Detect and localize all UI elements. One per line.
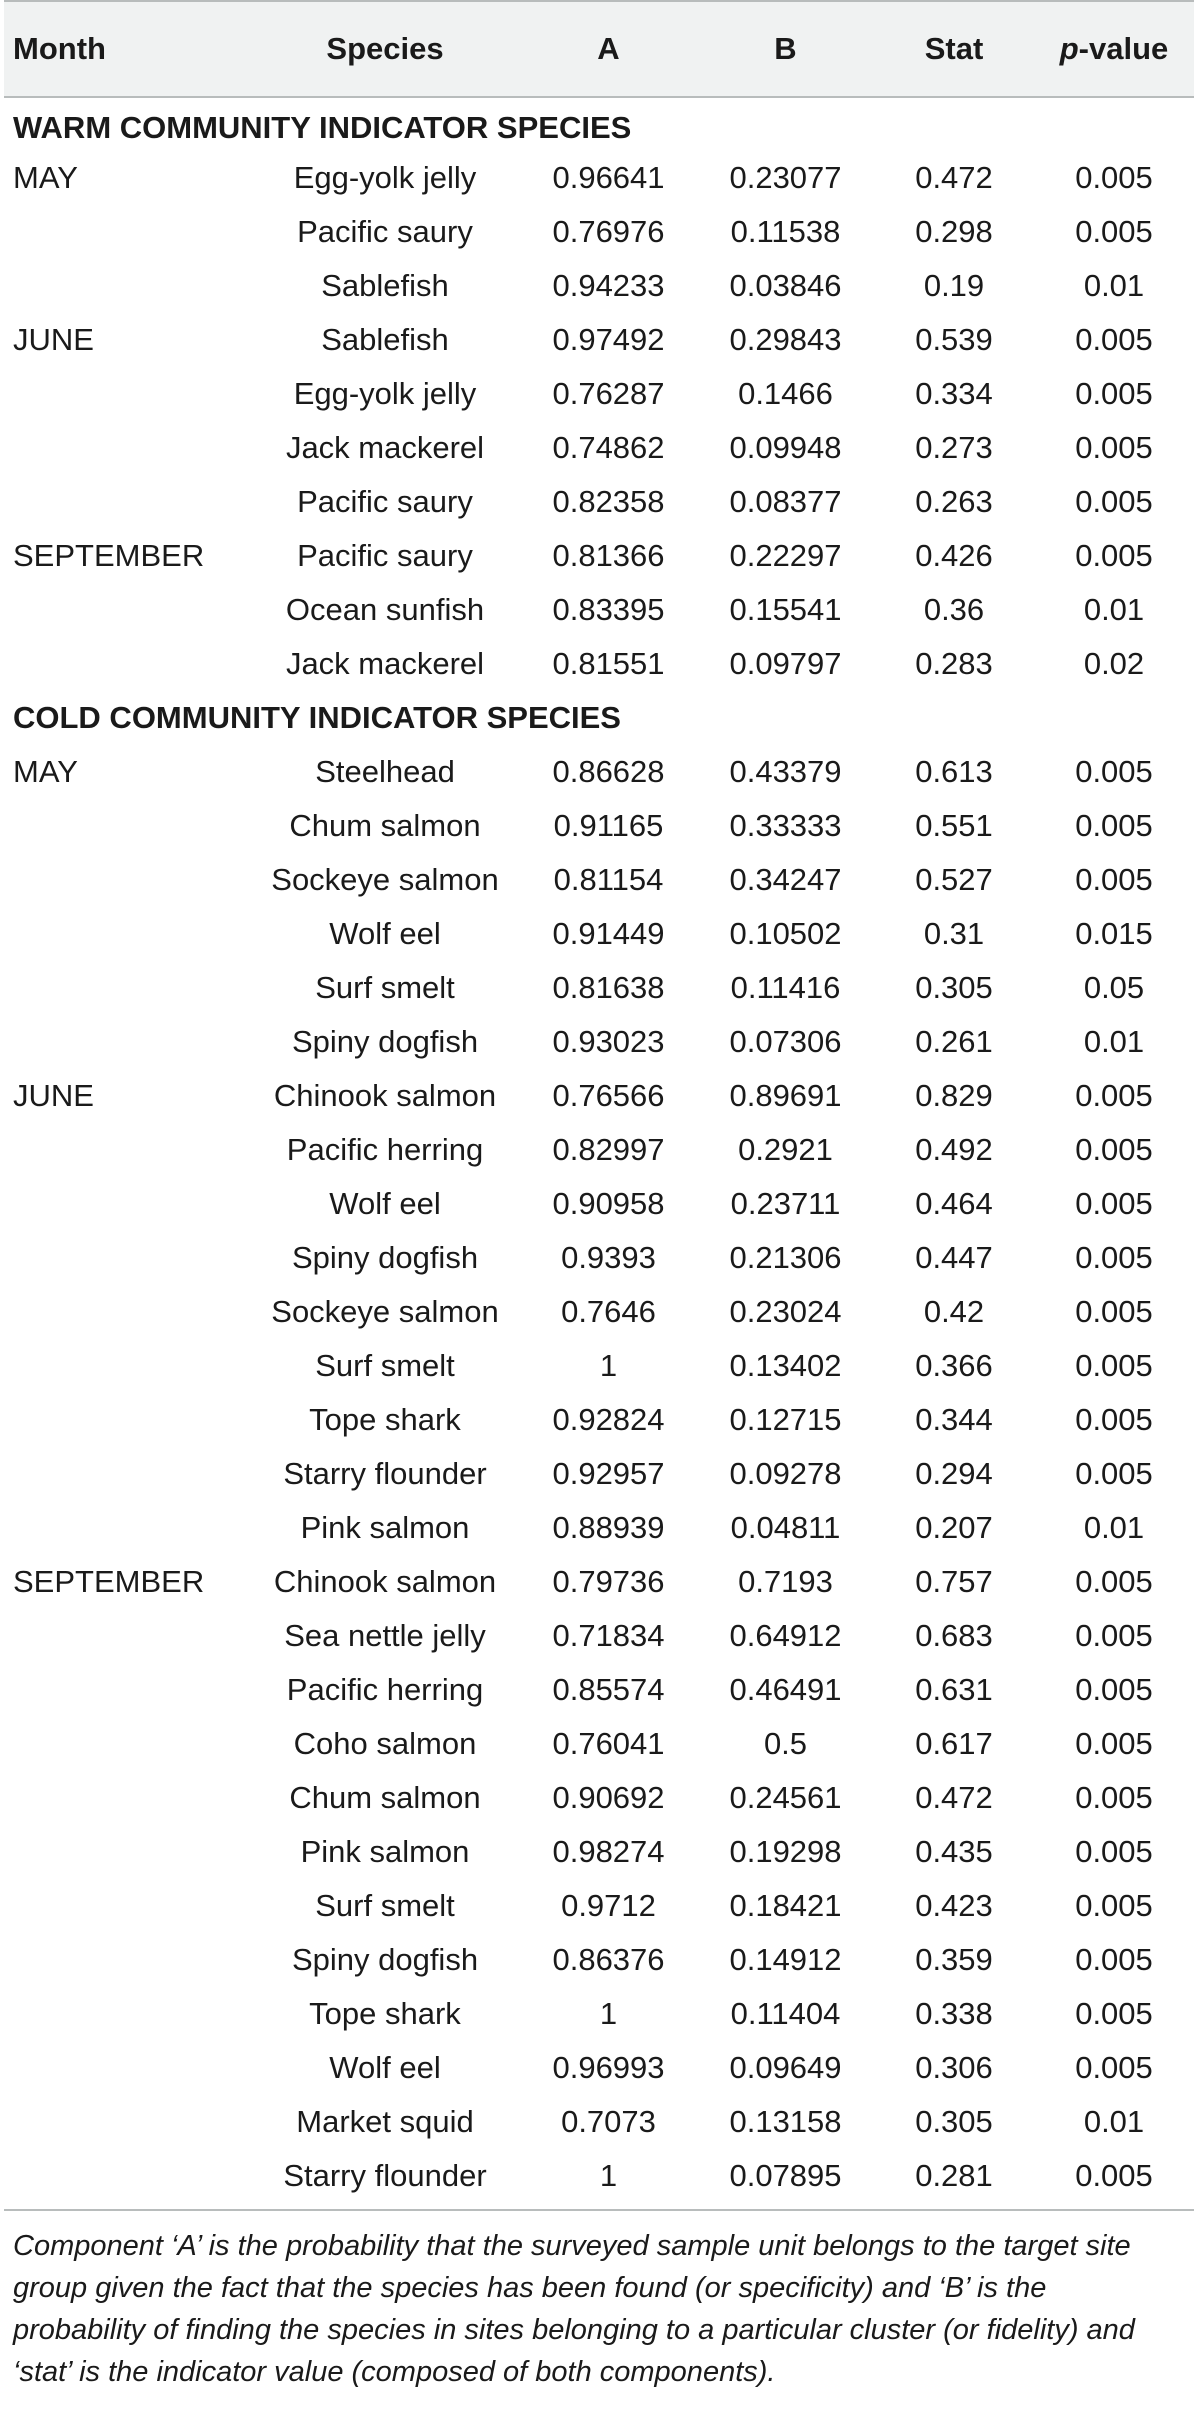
species-cell: Jack mackerel	[285, 430, 485, 465]
a-value-cell: 0.98274	[552, 1834, 665, 1869]
a-value-cell: 0.81154	[553, 862, 664, 897]
pvalue-cell: 0.005	[1075, 1294, 1153, 1329]
month-cell	[4, 2041, 250, 2095]
a-value-cell: 0.79736	[552, 1564, 665, 1599]
month-cell	[4, 259, 250, 313]
a-value-cell: 0.92824	[552, 1402, 665, 1437]
table-row	[4, 205, 1194, 259]
b-value-cell: 0.29843	[729, 322, 842, 357]
stat-value-cell: 0.426	[915, 538, 993, 573]
pvalue-cell: 0.005	[1075, 808, 1153, 843]
table-row	[4, 1231, 1194, 1285]
b-value-cell: 0.21306	[729, 1240, 842, 1275]
pvalue-cell: 0.005	[1075, 1186, 1153, 1221]
b-value-cell: 0.7193	[738, 1564, 833, 1599]
b-value-cell: 0.09649	[729, 2050, 842, 2085]
a-value-cell: 0.91449	[552, 916, 665, 951]
b-value-cell: 0.09278	[729, 1456, 842, 1491]
pvalue-cell: 0.005	[1075, 2050, 1153, 2085]
pvalue-cell: 0.005	[1075, 1672, 1153, 1707]
b-value-cell: 0.11404	[730, 1996, 841, 2031]
pvalue-cell: 0.05	[1083, 970, 1145, 1005]
b-value-cell: 0.33333	[729, 808, 842, 843]
a-value-cell: 0.74862	[552, 430, 665, 465]
stat-value-cell: 0.338	[915, 1996, 993, 2031]
b-value-cell: 0.89691	[729, 1078, 842, 1113]
a-value-cell: 0.90958	[552, 1186, 665, 1221]
pvalue-cell: 0.005	[1075, 1834, 1153, 1869]
species-cell: Starry flounder	[283, 2158, 487, 2193]
month-cell: JUNE	[13, 1078, 94, 1113]
pvalue-cell: 0.005	[1075, 1348, 1153, 1383]
table-row	[4, 1501, 1194, 1555]
table-row	[4, 151, 1194, 205]
stat-value-cell: 0.261	[915, 1024, 993, 1059]
a-value-cell: 0.92957	[552, 1456, 665, 1491]
a-value-cell: 0.91165	[553, 808, 664, 843]
species-cell: Sablefish	[321, 322, 449, 357]
column-header-month: Month	[4, 1, 250, 97]
month-cell: MAY	[13, 754, 78, 789]
pvalue-cell: 0.005	[1075, 1888, 1153, 1923]
month-cell	[4, 2095, 250, 2149]
pvalue-cell: 0.005	[1075, 1780, 1153, 1815]
pvalue-cell: 0.005	[1075, 1996, 1153, 2031]
pvalue-cell: 0.005	[1075, 160, 1153, 195]
month-cell	[4, 799, 250, 853]
indicator-species-table	[4, 0, 1194, 2203]
b-value-cell: 0.18421	[729, 1888, 842, 1923]
table-row	[4, 1447, 1194, 1501]
stat-value-cell: 0.472	[915, 160, 993, 195]
stat-value-cell: 0.539	[915, 322, 993, 357]
species-cell: Market squid	[296, 2104, 474, 2139]
b-value-cell: 0.43379	[729, 754, 842, 789]
stat-value-cell: 0.617	[915, 1726, 993, 1761]
table-row	[4, 1717, 1194, 1771]
species-cell: Starry flounder	[283, 1456, 487, 1491]
section-title: WARM COMMUNITY INDICATOR SPECIES	[13, 109, 632, 145]
species-cell: Pacific herring	[286, 1672, 484, 1707]
table-row	[4, 529, 1194, 583]
species-cell: Pink salmon	[300, 1510, 470, 1545]
species-cell: Sockeye salmon	[271, 862, 499, 897]
month-cell: JUNE	[13, 322, 94, 357]
month-cell	[4, 1339, 250, 1393]
a-value-cell: 0.82358	[552, 484, 665, 519]
pvalue-cell: 0.005	[1075, 1240, 1153, 1275]
column-header-a: A	[520, 1, 697, 97]
stat-value-cell: 0.551	[915, 808, 993, 843]
pvalue-cell: 0.005	[1075, 754, 1153, 789]
month-cell	[4, 961, 250, 1015]
month-cell: MAY	[13, 160, 78, 195]
a-value-cell: 0.71834	[552, 1618, 665, 1653]
table-body	[4, 97, 1194, 2203]
b-value-cell: 0.46491	[729, 1672, 842, 1707]
stat-value-cell: 0.306	[915, 2050, 993, 2085]
stat-value-cell: 0.42	[923, 1294, 985, 1329]
species-cell: Tope shark	[309, 1402, 461, 1437]
pvalue-cell: 0.005	[1075, 1726, 1153, 1761]
pvalue-cell: 0.005	[1075, 2158, 1153, 2193]
species-cell: Jack mackerel	[285, 646, 485, 681]
b-value-cell: 0.10502	[729, 916, 842, 951]
species-cell: Egg-yolk jelly	[293, 376, 477, 411]
month-cell	[4, 1231, 250, 1285]
pvalue-cell: 0.005	[1075, 862, 1153, 897]
table-row	[4, 2149, 1194, 2203]
species-cell: Wolf eel	[329, 1186, 441, 1221]
species-cell: Chinook salmon	[273, 1564, 497, 1599]
species-cell: Pink salmon	[300, 1834, 470, 1869]
stat-value-cell: 0.283	[915, 646, 993, 681]
b-value-cell: 0.12715	[729, 1402, 842, 1437]
section-title: COLD COMMUNITY INDICATOR SPECIES	[13, 700, 621, 735]
pvalue-cell: 0.005	[1075, 430, 1153, 465]
stat-value-cell: 0.447	[915, 1240, 993, 1275]
table-row	[4, 1609, 1194, 1663]
species-cell: Pacific herring	[286, 1132, 484, 1167]
pvalue-italic-p: p	[1059, 31, 1079, 66]
species-cell: Surf smelt	[315, 1888, 455, 1923]
species-cell: Tope shark	[309, 1996, 461, 2031]
stat-value-cell: 0.207	[915, 1510, 993, 1545]
month-cell: SEPTEMBER	[13, 538, 205, 573]
month-cell	[4, 853, 250, 907]
a-value-cell: 0.76566	[552, 1078, 665, 1113]
species-cell: Surf smelt	[315, 1348, 455, 1383]
a-value-cell: 1	[599, 2158, 618, 2193]
species-cell: Coho salmon	[293, 1726, 477, 1761]
month-cell	[4, 1609, 250, 1663]
species-cell: Egg-yolk jelly	[293, 160, 477, 195]
pvalue-cell: 0.015	[1075, 916, 1153, 951]
a-value-cell: 0.86376	[552, 1942, 665, 1977]
stat-value-cell: 0.464	[915, 1186, 993, 1221]
pvalue-cell: 0.005	[1075, 376, 1153, 411]
b-value-cell: 0.11416	[730, 970, 841, 1005]
section-header-row	[4, 97, 1194, 151]
species-cell: Chum salmon	[289, 808, 481, 843]
table-footnote: Component ‘A’ is the probability that the surveyed sample unit belongs to the target site group given the fact that the species has been found (or specificity) and ‘B’ is the probability of finding the species in sites belonging to a particular cluster (or fidelity) and ‘stat’ is the indicator value (composed of both components).	[4, 2209, 1194, 2393]
b-value-cell: 0.13402	[729, 1348, 842, 1383]
table-row	[4, 583, 1194, 637]
stat-value-cell: 0.472	[915, 1780, 993, 1815]
table-row	[4, 1339, 1194, 1393]
pvalue-cell: 0.005	[1075, 322, 1153, 357]
month-cell	[4, 1015, 250, 1069]
table-row	[4, 799, 1194, 853]
a-value-cell: 0.88939	[552, 1510, 665, 1545]
month-cell	[4, 1501, 250, 1555]
a-value-cell: 0.97492	[552, 322, 665, 357]
pvalue-cell: 0.005	[1075, 214, 1153, 249]
a-value-cell: 0.94233	[552, 268, 665, 303]
table-row	[4, 313, 1194, 367]
a-value-cell: 0.76287	[552, 376, 665, 411]
species-cell: Ocean sunfish	[285, 592, 485, 627]
table-row	[4, 1933, 1194, 1987]
stat-value-cell: 0.19	[923, 268, 985, 303]
b-value-cell: 0.23024	[729, 1294, 842, 1329]
month-cell	[4, 205, 250, 259]
month-cell	[4, 1447, 250, 1501]
species-cell: Sablefish	[321, 268, 449, 303]
column-header-species: Species	[250, 1, 520, 97]
month-cell	[4, 1987, 250, 2041]
table-row	[4, 1123, 1194, 1177]
stat-value-cell: 0.492	[915, 1132, 993, 1167]
table-row	[4, 853, 1194, 907]
species-cell: Chum salmon	[289, 1780, 481, 1815]
a-value-cell: 0.7073	[561, 2104, 656, 2139]
stat-value-cell: 0.281	[915, 2158, 993, 2193]
a-value-cell: 0.9393	[561, 1240, 656, 1275]
b-value-cell: 0.19298	[729, 1834, 842, 1869]
pvalue-cell: 0.005	[1075, 538, 1153, 573]
species-cell: Pacific saury	[297, 214, 473, 249]
b-value-cell: 0.07895	[729, 2158, 842, 2193]
table-row	[4, 1771, 1194, 1825]
pvalue-cell: 0.01	[1083, 592, 1145, 627]
b-value-cell: 0.07306	[729, 1024, 842, 1059]
section-header-row	[4, 691, 1194, 745]
a-value-cell: 0.82997	[552, 1132, 665, 1167]
stat-value-cell: 0.298	[915, 214, 993, 249]
stat-value-cell: 0.294	[915, 1456, 993, 1491]
month-cell	[4, 1663, 250, 1717]
pvalue-cell: 0.01	[1083, 268, 1145, 303]
pvalue-cell: 0.005	[1075, 1402, 1153, 1437]
pvalue-cell: 0.005	[1075, 1942, 1153, 1977]
b-value-cell: 0.11538	[730, 214, 841, 249]
b-value-cell: 0.08377	[729, 484, 842, 519]
species-cell: Sockeye salmon	[271, 1294, 499, 1329]
b-value-cell: 0.03846	[729, 268, 842, 303]
table-row	[4, 745, 1194, 799]
pvalue-cell: 0.005	[1075, 1618, 1153, 1653]
a-value-cell: 0.76041	[552, 1726, 665, 1761]
month-cell	[4, 1393, 250, 1447]
a-value-cell: 0.96641	[552, 160, 665, 195]
a-value-cell: 0.7646	[561, 1294, 656, 1329]
species-cell: Pacific saury	[297, 484, 473, 519]
table-row	[4, 1069, 1194, 1123]
pvalue-cell: 0.005	[1075, 1456, 1153, 1491]
b-value-cell: 0.1466	[738, 376, 833, 411]
stat-value-cell: 0.31	[923, 916, 985, 951]
header-row	[4, 1, 1194, 97]
a-value-cell: 0.81366	[552, 538, 665, 573]
table-row	[4, 1987, 1194, 2041]
column-header-b: B	[697, 1, 874, 97]
table-row	[4, 421, 1194, 475]
table-row	[4, 907, 1194, 961]
month-cell: SEPTEMBER	[13, 1564, 205, 1599]
a-value-cell: 1	[599, 1996, 618, 2031]
stat-value-cell: 0.757	[915, 1564, 993, 1599]
column-header-stat: Stat	[874, 1, 1034, 97]
indicator-species-table-container	[4, 0, 1194, 2393]
column-header-pvalue	[1034, 1, 1194, 97]
pvalue-cell: 0.02	[1083, 646, 1145, 681]
table-row	[4, 2095, 1194, 2149]
a-value-cell: 0.96993	[552, 2050, 665, 2085]
species-cell: Wolf eel	[329, 916, 441, 951]
pvalue-cell: 0.005	[1075, 1078, 1153, 1113]
a-value-cell: 0.86628	[552, 754, 665, 789]
stat-value-cell: 0.334	[915, 376, 993, 411]
month-cell	[4, 583, 250, 637]
table-row	[4, 475, 1194, 529]
stat-value-cell: 0.683	[915, 1618, 993, 1653]
species-cell: Sea nettle jelly	[284, 1618, 486, 1653]
species-cell: Steelhead	[315, 754, 455, 789]
table-row	[4, 1015, 1194, 1069]
species-cell: Chinook salmon	[273, 1078, 497, 1113]
b-value-cell: 0.23711	[730, 1186, 841, 1221]
a-value-cell: 0.83395	[552, 592, 665, 627]
month-cell	[4, 637, 250, 691]
stat-value-cell: 0.305	[915, 2104, 993, 2139]
month-cell	[4, 1879, 250, 1933]
b-value-cell: 0.22297	[729, 538, 842, 573]
b-value-cell: 0.2921	[738, 1132, 833, 1167]
stat-value-cell: 0.613	[915, 754, 993, 789]
b-value-cell: 0.09797	[729, 646, 842, 681]
species-cell: Spiny dogfish	[291, 1942, 479, 1977]
b-value-cell: 0.23077	[729, 160, 842, 195]
pvalue-cell: 0.01	[1083, 1024, 1145, 1059]
table-row	[4, 259, 1194, 313]
table-row	[4, 2041, 1194, 2095]
pvalue-cell: 0.01	[1083, 1510, 1145, 1545]
b-value-cell: 0.13158	[729, 2104, 842, 2139]
month-cell	[4, 1771, 250, 1825]
b-value-cell: 0.14912	[729, 1942, 842, 1977]
a-value-cell: 0.81551	[552, 646, 665, 681]
species-cell: Pacific saury	[297, 538, 473, 573]
a-value-cell: 0.76976	[552, 214, 665, 249]
table-row	[4, 1879, 1194, 1933]
month-cell	[4, 367, 250, 421]
table-row	[4, 1285, 1194, 1339]
table-row	[4, 1177, 1194, 1231]
stat-value-cell: 0.344	[915, 1402, 993, 1437]
a-value-cell: 0.90692	[552, 1780, 665, 1815]
b-value-cell: 0.5	[763, 1726, 808, 1761]
month-cell	[4, 2149, 250, 2203]
pvalue-cell: 0.01	[1083, 2104, 1145, 2139]
b-value-cell: 0.34247	[729, 862, 842, 897]
species-cell: Surf smelt	[315, 970, 455, 1005]
pvalue-cell: 0.005	[1075, 1564, 1153, 1599]
pvalue-cell: 0.005	[1075, 484, 1153, 519]
stat-value-cell: 0.423	[915, 1888, 993, 1923]
b-value-cell: 0.04811	[730, 1510, 841, 1545]
table-row	[4, 367, 1194, 421]
stat-value-cell: 0.366	[915, 1348, 993, 1383]
a-value-cell: 0.81638	[552, 970, 665, 1005]
species-cell: Wolf eel	[329, 2050, 441, 2085]
b-value-cell: 0.09948	[729, 430, 842, 465]
table-row	[4, 961, 1194, 1015]
table-row	[4, 1393, 1194, 1447]
month-cell	[4, 1933, 250, 1987]
stat-value-cell: 0.263	[915, 484, 993, 519]
table-row	[4, 637, 1194, 691]
a-value-cell: 0.93023	[552, 1024, 665, 1059]
pvalue-suffix: -value	[1078, 31, 1169, 66]
month-cell	[4, 475, 250, 529]
month-cell	[4, 1177, 250, 1231]
a-value-cell: 1	[599, 1348, 618, 1383]
stat-value-cell: 0.305	[915, 970, 993, 1005]
stat-value-cell: 0.273	[915, 430, 993, 465]
stat-value-cell: 0.829	[915, 1078, 993, 1113]
b-value-cell: 0.64912	[729, 1618, 842, 1653]
b-value-cell: 0.24561	[729, 1780, 842, 1815]
pvalue-cell: 0.005	[1075, 1132, 1153, 1167]
month-cell	[4, 1717, 250, 1771]
table-row	[4, 1825, 1194, 1879]
stat-value-cell: 0.527	[915, 862, 993, 897]
species-cell: Spiny dogfish	[291, 1024, 479, 1059]
month-cell	[4, 907, 250, 961]
table-row	[4, 1663, 1194, 1717]
stat-value-cell: 0.631	[915, 1672, 993, 1707]
species-cell: Spiny dogfish	[291, 1240, 479, 1275]
month-cell	[4, 421, 250, 475]
month-cell	[4, 1285, 250, 1339]
month-cell	[4, 1825, 250, 1879]
stat-value-cell: 0.36	[923, 592, 985, 627]
stat-value-cell: 0.359	[915, 1942, 993, 1977]
table-header	[4, 1, 1194, 97]
a-value-cell: 0.9712	[561, 1888, 656, 1923]
stat-value-cell: 0.435	[915, 1834, 993, 1869]
a-value-cell: 0.85574	[552, 1672, 665, 1707]
b-value-cell: 0.15541	[729, 592, 842, 627]
table-row	[4, 1555, 1194, 1609]
month-cell	[4, 1123, 250, 1177]
